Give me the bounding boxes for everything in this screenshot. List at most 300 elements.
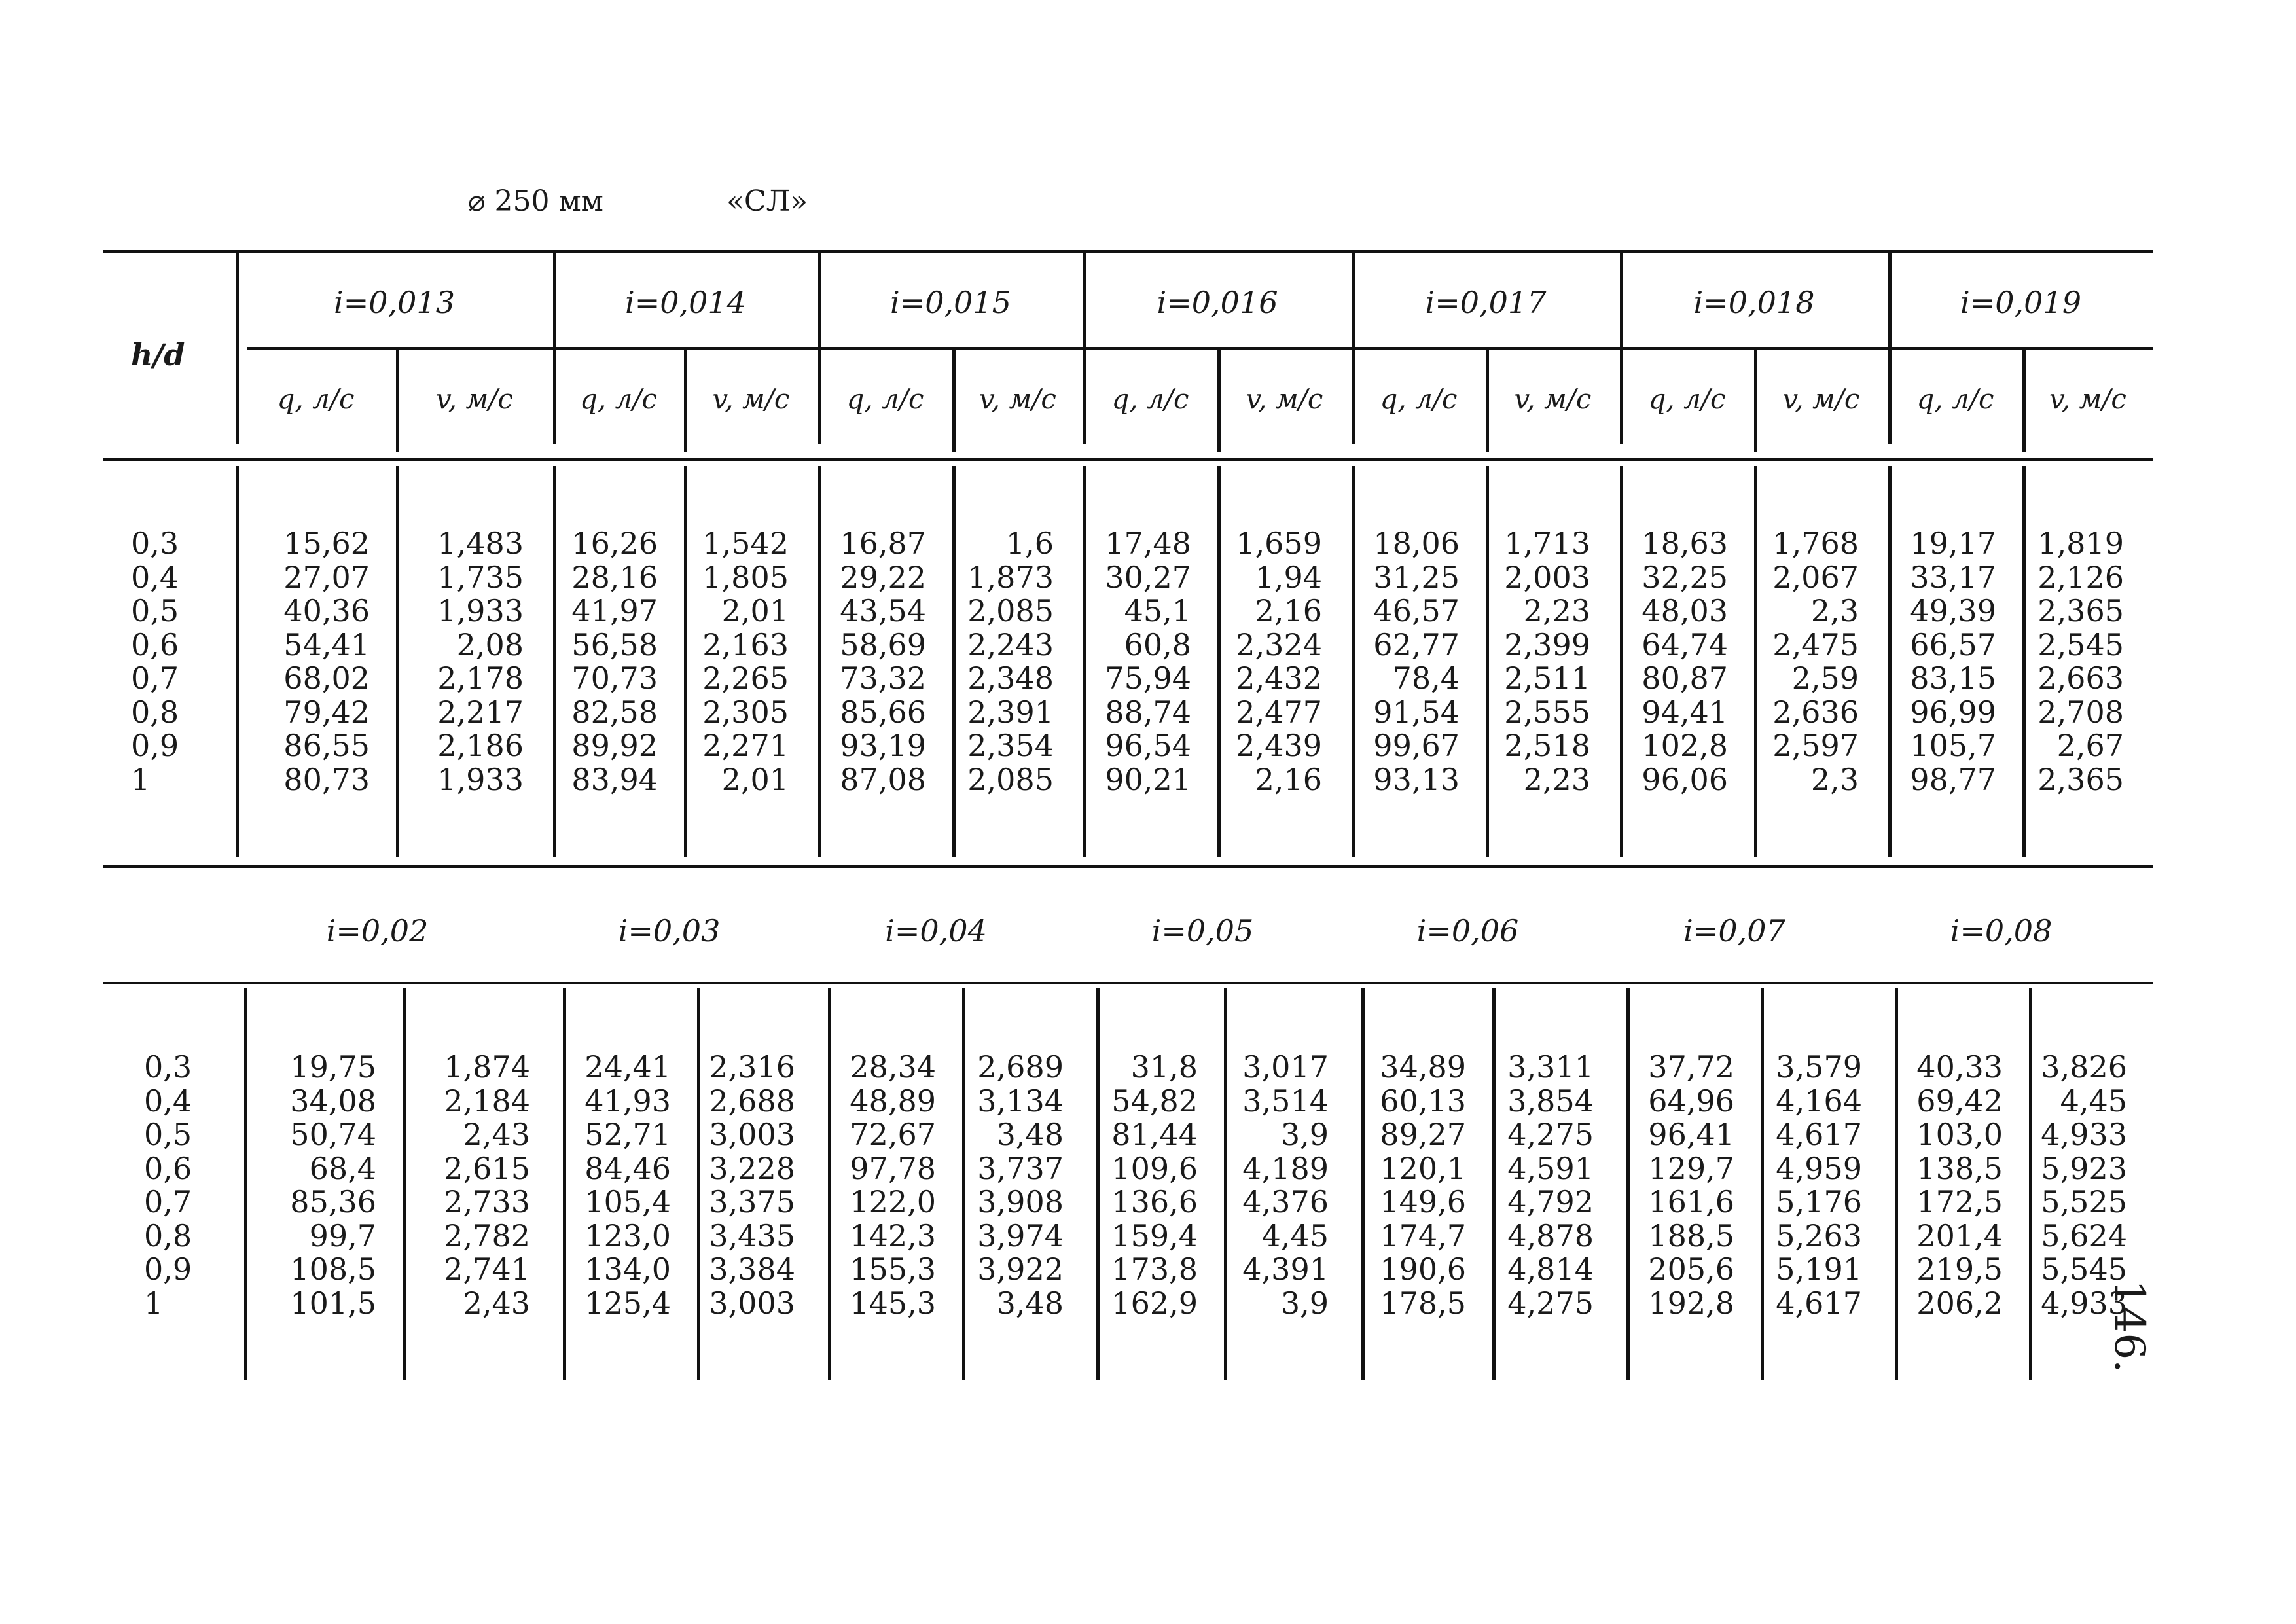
q-unit-header: q, л/с [1916, 383, 1994, 415]
q-value: 85,66 [840, 694, 926, 730]
q-column [1620, 527, 1728, 797]
q-value: 69,42 [1916, 1083, 2003, 1119]
v-unit-header: v, м/с [979, 383, 1056, 415]
v-value: 2,08 [456, 626, 524, 662]
v-value: 4,933 [2041, 1117, 2127, 1152]
row-label: 0,8 [131, 694, 179, 730]
v-column [962, 1051, 1064, 1320]
q-value: 24,41 [584, 1049, 671, 1085]
v-value: 1,735 [437, 559, 524, 595]
q-value: 134,0 [584, 1252, 671, 1287]
v-value: 1,933 [437, 593, 524, 628]
q-value: 96,54 [1105, 728, 1191, 763]
v-value: 3,375 [709, 1184, 795, 1219]
slope-header: i=0,04 [885, 913, 987, 948]
pipe-diameter-caption: ⌀ 250 мм [468, 185, 603, 218]
q-value: 17,48 [1105, 526, 1191, 561]
q-value: 73,32 [840, 660, 926, 696]
q-value: 205,6 [1648, 1252, 1734, 1287]
v-value: 2,597 [1772, 728, 1859, 763]
v-value: 5,624 [2041, 1218, 2127, 1254]
v-value: 3,384 [709, 1252, 795, 1287]
slope-header: i=0,07 [1683, 913, 1785, 948]
q-value: 40,33 [1916, 1049, 2003, 1085]
v-value: 1,94 [1255, 559, 1322, 595]
q-value: 64,96 [1648, 1083, 1734, 1119]
v-value: 2,16 [1255, 761, 1322, 797]
v-value: 2,184 [444, 1083, 530, 1119]
slope-header: i=0,014 [625, 285, 746, 320]
q-value: 108,5 [290, 1252, 376, 1287]
q-value: 66,57 [1910, 626, 1996, 662]
q-value: 64,74 [1641, 626, 1728, 662]
q-value: 46,57 [1373, 593, 1460, 628]
v-value: 2,305 [702, 694, 789, 730]
q-value: 19,17 [1910, 526, 1996, 561]
v-value: 4,814 [1507, 1252, 1594, 1287]
q-column [1626, 1051, 1734, 1320]
q-value: 149,6 [1380, 1184, 1466, 1219]
v-value: 2,3 [1810, 761, 1859, 797]
v-value: 4,617 [1776, 1285, 1862, 1321]
v-value: 3,826 [2041, 1049, 2127, 1085]
v-value: 3,003 [709, 1285, 795, 1321]
v-value: 2,01 [721, 593, 789, 628]
q-value: 70,73 [571, 660, 658, 696]
q-value: 206,2 [1916, 1285, 2003, 1321]
v-value: 3,134 [977, 1083, 1064, 1119]
q-value: 68,4 [309, 1150, 376, 1186]
v-value: 2,688 [709, 1083, 795, 1119]
v-column [1217, 527, 1322, 797]
q-value: 28,16 [571, 559, 658, 595]
v-value: 2,085 [967, 593, 1054, 628]
q-column [1352, 527, 1460, 797]
v-value: 4,391 [1242, 1252, 1329, 1287]
slope-header: i=0,019 [1960, 285, 2081, 320]
q-value: 43,54 [840, 593, 926, 628]
q-value: 86,55 [283, 728, 370, 763]
q-value: 78,4 [1392, 660, 1460, 696]
v-value: 2,085 [967, 761, 1054, 797]
v-value: 3,514 [1242, 1083, 1329, 1119]
pipe-material-caption: «СЛ» [726, 185, 808, 218]
v-value: 2,067 [1772, 559, 1859, 595]
v-value: 2,163 [702, 626, 789, 662]
row-label: 0,3 [144, 1049, 192, 1085]
v-value: 3,228 [709, 1150, 795, 1186]
v-value: 2,399 [1504, 626, 1590, 662]
q-value: 159,4 [1111, 1218, 1198, 1254]
q-column [818, 527, 926, 797]
q-value: 79,42 [283, 694, 370, 730]
v-column [1761, 1051, 1862, 1320]
row-label: 0,4 [131, 559, 179, 595]
v-value: 4,275 [1507, 1117, 1594, 1152]
v-value: 2,217 [437, 694, 524, 730]
v-value: 2,545 [2037, 626, 2124, 662]
v-value: 2,23 [1523, 593, 1590, 628]
v-value: 2,003 [1504, 559, 1590, 595]
v-value: 2,733 [444, 1184, 530, 1219]
v-value: 1,873 [967, 559, 1054, 595]
v-column [1754, 527, 1859, 797]
v-column [1492, 1051, 1594, 1320]
v-value: 2,477 [1236, 694, 1322, 730]
q-value: 123,0 [584, 1218, 671, 1254]
v-value: 2,01 [721, 761, 789, 797]
q-value: 49,39 [1910, 593, 1996, 628]
v-column [2022, 527, 2124, 797]
q-value: 87,08 [840, 761, 926, 797]
v-value: 3,017 [1242, 1049, 1329, 1085]
v-value: 2,43 [463, 1117, 530, 1152]
q-value: 99,67 [1373, 728, 1460, 763]
row-label: 1 [131, 761, 151, 797]
q-value: 60,8 [1124, 626, 1191, 662]
v-value: 2,365 [2037, 761, 2124, 797]
v-value: 1,805 [702, 559, 789, 595]
v-value: 2,782 [444, 1218, 530, 1254]
slope-header: i=0,02 [326, 913, 429, 948]
q-value: 122,0 [850, 1184, 936, 1219]
v-value: 5,191 [1776, 1252, 1862, 1287]
v-value: 2,178 [437, 660, 524, 696]
v-value: 5,923 [2041, 1150, 2127, 1186]
q-value: 174,7 [1380, 1218, 1466, 1254]
v-value: 2,271 [702, 728, 789, 763]
v-value: 4,959 [1776, 1150, 1862, 1186]
v-column [403, 1051, 530, 1320]
v-column [952, 527, 1054, 797]
v-value: 2,316 [709, 1049, 795, 1085]
v-column [1486, 527, 1590, 797]
q-value: 41,97 [571, 593, 658, 628]
q-unit-header: q, л/с [1380, 383, 1458, 415]
v-value: 1,542 [702, 526, 789, 561]
q-value: 136,6 [1111, 1184, 1198, 1219]
v-value: 2,432 [1236, 660, 1322, 696]
v-value: 2,518 [1504, 728, 1590, 763]
q-value: 40,36 [283, 593, 370, 628]
q-value: 80,73 [283, 761, 370, 797]
v-value: 1,933 [437, 761, 524, 797]
v-value: 2,3 [1810, 593, 1859, 628]
v-value: 2,243 [967, 626, 1054, 662]
row-label: 0,7 [144, 1184, 192, 1219]
table1-top-rule [103, 250, 2153, 253]
row-label: 0,9 [144, 1252, 192, 1287]
q-value: 138,5 [1916, 1150, 2003, 1186]
v-value: 3,311 [1507, 1049, 1594, 1085]
v-column [396, 527, 524, 797]
v-value: 2,59 [1791, 660, 1859, 696]
v-value: 2,475 [1772, 626, 1859, 662]
q-value: 85,36 [290, 1184, 376, 1219]
q-value: 60,13 [1380, 1083, 1466, 1119]
v-value: 3,579 [1776, 1049, 1862, 1085]
q-value: 102,8 [1641, 728, 1728, 763]
q-value: 96,06 [1641, 761, 1728, 797]
q-value: 82,58 [571, 694, 658, 730]
slope-header: i=0,03 [618, 913, 721, 948]
row-header-hd: h/d [131, 337, 185, 372]
q-value: 88,74 [1105, 694, 1191, 730]
v-value: 1,819 [2037, 526, 2124, 561]
v-value: 2,741 [444, 1252, 530, 1287]
v-value: 2,663 [2037, 660, 2124, 696]
v-value: 2,354 [967, 728, 1054, 763]
v-value: 5,263 [1776, 1218, 1862, 1254]
v-value: 4,376 [1242, 1184, 1329, 1219]
v-value: 4,45 [1261, 1218, 1329, 1254]
q-value: 219,5 [1916, 1252, 2003, 1287]
q-value: 32,25 [1641, 559, 1728, 595]
q-value: 48,03 [1641, 593, 1728, 628]
v-value: 3,9 [1280, 1285, 1329, 1321]
q-value: 48,89 [850, 1083, 936, 1119]
v-value: 2,615 [444, 1150, 530, 1186]
q-value: 56,58 [571, 626, 658, 662]
v-unit-header: v, м/с [1246, 383, 1323, 415]
v-value: 4,933 [2041, 1285, 2127, 1321]
v-value: 3,48 [996, 1117, 1064, 1152]
q-value: 29,22 [840, 559, 926, 595]
v-value: 2,391 [967, 694, 1054, 730]
q-value: 105,7 [1910, 728, 1996, 763]
q-value: 145,3 [850, 1285, 936, 1321]
v-value: 2,636 [1772, 694, 1859, 730]
q-value: 30,27 [1105, 559, 1191, 595]
v-value: 4,591 [1507, 1150, 1594, 1186]
q-value: 72,67 [850, 1117, 936, 1152]
v-value: 2,23 [1523, 761, 1590, 797]
q-value: 101,5 [290, 1285, 376, 1321]
q-value: 18,63 [1641, 526, 1728, 561]
q-value: 54,82 [1111, 1083, 1198, 1119]
q-column [1083, 527, 1191, 797]
q-value: 45,1 [1124, 593, 1191, 628]
q-value: 90,21 [1105, 761, 1191, 797]
v-value: 2,511 [1504, 660, 1590, 696]
q-value: 58,69 [840, 626, 926, 662]
row-labels-table1 [131, 527, 209, 797]
table1-header-subrule [247, 347, 2153, 350]
v-value: 5,176 [1776, 1184, 1862, 1219]
v-value: 1,483 [437, 526, 524, 561]
q-value: 80,87 [1641, 660, 1728, 696]
q-column [236, 527, 370, 797]
v-value: 3,003 [709, 1117, 795, 1152]
row-label: 0,4 [144, 1083, 192, 1119]
q-value: 192,8 [1648, 1285, 1734, 1321]
q-column [828, 1051, 936, 1320]
v-unit-header: v, м/с [436, 383, 513, 415]
q-value: 19,75 [290, 1049, 376, 1085]
q-value: 83,94 [571, 761, 658, 797]
q-value: 142,3 [850, 1218, 936, 1254]
q-value: 18,06 [1373, 526, 1460, 561]
v-value: 2,16 [1255, 593, 1322, 628]
v-value: 4,164 [1776, 1083, 1862, 1119]
q-value: 68,02 [283, 660, 370, 696]
q-unit-header: q, л/с [579, 383, 657, 415]
v-value: 2,348 [967, 660, 1054, 696]
q-value: 34,89 [1380, 1049, 1466, 1085]
q-value: 172,5 [1916, 1184, 2003, 1219]
q-unit-header: q, л/с [1648, 383, 1726, 415]
q-value: 75,94 [1105, 660, 1191, 696]
q-value: 83,15 [1910, 660, 1996, 696]
q-value: 27,07 [283, 559, 370, 595]
v-value: 5,545 [2041, 1252, 2127, 1287]
v-value: 1,659 [1236, 526, 1322, 561]
slope-header: i=0,017 [1425, 285, 1547, 320]
q-value: 31,25 [1373, 559, 1460, 595]
q-value: 16,87 [840, 526, 926, 561]
slope-header: i=0,06 [1416, 913, 1519, 948]
q-value: 89,27 [1380, 1117, 1466, 1152]
v-value: 3,9 [1280, 1117, 1329, 1152]
v-value: 4,792 [1507, 1184, 1594, 1219]
q-value: 89,92 [571, 728, 658, 763]
q-value: 16,26 [571, 526, 658, 561]
slope-header: i=0,016 [1157, 285, 1278, 320]
v-value: 3,737 [977, 1150, 1064, 1186]
v-value: 2,555 [1504, 694, 1590, 730]
q-value: 93,19 [840, 728, 926, 763]
v-value: 5,525 [2041, 1184, 2127, 1219]
q-value: 50,74 [290, 1117, 376, 1152]
row-labels-table2 [144, 1051, 223, 1320]
v-value: 3,48 [996, 1285, 1064, 1321]
q-column [1096, 1051, 1198, 1320]
slope-header: i=0,015 [890, 285, 1011, 320]
q-value: 173,8 [1111, 1252, 1198, 1287]
v-value: 4,878 [1507, 1218, 1594, 1254]
q-value: 28,34 [850, 1049, 936, 1085]
v-value: 2,439 [1236, 728, 1322, 763]
q-value: 15,62 [283, 526, 370, 561]
row-label: 0,9 [131, 728, 179, 763]
q-value: 188,5 [1648, 1218, 1734, 1254]
v-value: 3,908 [977, 1184, 1064, 1219]
v-value: 3,974 [977, 1218, 1064, 1254]
v-value: 2,126 [2037, 559, 2124, 595]
v-value: 2,324 [1236, 626, 1322, 662]
q-value: 162,9 [1111, 1285, 1198, 1321]
row-label: 0,6 [144, 1150, 192, 1186]
v-value: 2,67 [2056, 728, 2124, 763]
q-value: 155,3 [850, 1252, 936, 1287]
v-value: 1,713 [1504, 526, 1590, 561]
q-value: 120,1 [1380, 1150, 1466, 1186]
q-value: 125,4 [584, 1285, 671, 1321]
v-value: 4,189 [1242, 1150, 1329, 1186]
q-unit-header: q, л/с [1111, 383, 1189, 415]
v-column [697, 1051, 795, 1320]
v-column [1224, 1051, 1329, 1320]
row-label: 0,5 [144, 1117, 192, 1152]
q-column [1888, 527, 1996, 797]
v-value: 2,265 [702, 660, 789, 696]
slope-header: i=0,018 [1693, 285, 1815, 320]
v-value: 1,6 [1005, 526, 1054, 561]
q-value: 201,4 [1916, 1218, 2003, 1254]
v-value: 3,435 [709, 1218, 795, 1254]
v-value: 2,186 [437, 728, 524, 763]
table2-bottom-header-rule [103, 982, 2153, 984]
q-column [553, 527, 658, 797]
v-unit-header: v, м/с [712, 383, 790, 415]
q-value: 97,78 [850, 1150, 936, 1186]
q-value: 190,6 [1380, 1252, 1466, 1287]
q-value: 99,7 [309, 1218, 376, 1254]
q-column [1361, 1051, 1466, 1320]
v-value: 4,275 [1507, 1285, 1594, 1321]
q-value: 94,41 [1641, 694, 1728, 730]
q-value: 33,17 [1910, 559, 1996, 595]
v-value: 3,922 [977, 1252, 1064, 1287]
q-value: 93,13 [1373, 761, 1460, 797]
q-value: 161,6 [1648, 1184, 1734, 1219]
row-label: 0,6 [131, 626, 179, 662]
v-value: 1,768 [1772, 526, 1859, 561]
row-label: 1 [144, 1285, 164, 1321]
q-value: 98,77 [1910, 761, 1996, 797]
q-value: 62,77 [1373, 626, 1460, 662]
q-value: 96,41 [1648, 1117, 1734, 1152]
q-value: 34,08 [290, 1083, 376, 1119]
q-value: 41,93 [584, 1083, 671, 1119]
q-value: 129,7 [1648, 1150, 1734, 1186]
q-value: 81,44 [1111, 1117, 1198, 1152]
q-value: 91,54 [1373, 694, 1460, 730]
q-value: 37,72 [1648, 1049, 1734, 1085]
q-column [244, 1051, 376, 1320]
q-value: 52,71 [584, 1117, 671, 1152]
slope-header: i=0,013 [334, 285, 455, 320]
v-unit-header: v, м/с [1514, 383, 1592, 415]
row-label: 0,8 [144, 1218, 192, 1254]
v-value: 2,689 [977, 1049, 1064, 1085]
q-column [1895, 1051, 2003, 1320]
q-value: 178,5 [1380, 1285, 1466, 1321]
q-value: 54,41 [283, 626, 370, 662]
v-unit-header: v, м/с [1782, 383, 1860, 415]
v-column [684, 527, 789, 797]
row-label: 0,5 [131, 593, 179, 628]
v-value: 2,43 [463, 1285, 530, 1321]
table1-bottom-rule [103, 865, 2153, 868]
v-value: 1,874 [444, 1049, 530, 1085]
q-value: 109,6 [1111, 1150, 1198, 1186]
q-unit-header: q, л/с [846, 383, 924, 415]
q-value: 84,46 [584, 1150, 671, 1186]
slope-header: i=0,05 [1151, 913, 1254, 948]
v-value: 4,45 [2060, 1083, 2127, 1119]
v-value: 2,365 [2037, 593, 2124, 628]
v-value: 4,617 [1776, 1117, 1862, 1152]
q-column [563, 1051, 671, 1320]
q-value: 105,4 [584, 1184, 671, 1219]
v-unit-header: v, м/с [2049, 383, 2126, 415]
slope-header: i=0,08 [1950, 913, 2053, 948]
v-value: 3,854 [1507, 1083, 1594, 1119]
row-label: 0,3 [131, 526, 179, 561]
row-label: 0,7 [131, 660, 179, 696]
q-value: 103,0 [1916, 1117, 2003, 1152]
